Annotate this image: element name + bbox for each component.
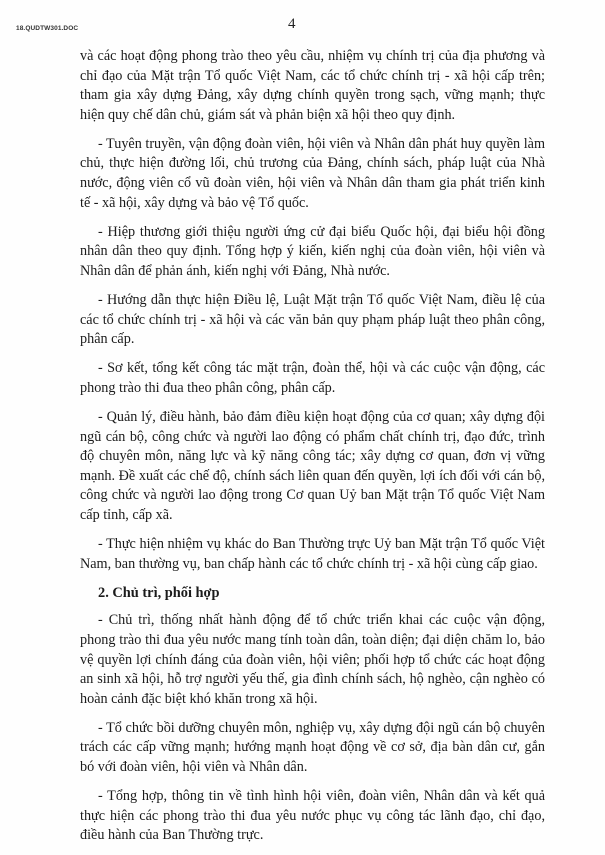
paragraph-7: - Thực hiện nhiệm vụ khác do Ban Thường trực Uỷ ban Mặt trận Tổ quốc Việt Nam, ban thường vụ, ban chấp hành các tổ chức chính trị - xã hội cùng cấp giao. <box>80 536 545 572</box>
paragraph-6: - Quản lý, điều hành, bảo đảm điều kiện hoạt động của cơ quan; xây dựng đội ngũ cán bộ, công chức và người lao động có phẩm chất chính trị, đạo đức, trình độ chuyên môn, năng lực và kỹ năng công tác; xây dựng cơ quan, đơn vị vững mạnh. Đề xuất các chế độ, chính sách liên quan đến quyền, lợi ích đối với cán bộ, công chức và người lao động trong Cơ quan Uỷ ban Mặt trận Tổ quốc Việt Nam cấp tỉnh, cấp xã. <box>80 409 545 523</box>
paragraph-2: - Tuyên truyền, vận động đoàn viên, hội viên và Nhân dân phát huy quyền làm chủ, thực hiện đường lối, chủ trương của Đảng, chính sách, pháp luật của Nhà nước, động viên cổ vũ đoàn viên, hội viên và Nhân dân tham gia phát triển kinh tế - xã hội, xây dựng và bảo vệ Tổ quốc. <box>80 135 545 211</box>
document-body <box>80 47 545 855</box>
paragraph-9: - Tổ chức bồi dưỡng chuyên môn, nghiệp vụ, xây dựng đội ngũ cán bộ chuyên trách các cấp vững mạnh; hướng mạnh hoạt động về cơ sở, địa bàn dân cư, gắn bó với đoàn viên, hội viên và Nhân dân. <box>80 719 545 775</box>
page-number: 4 <box>288 16 296 32</box>
paragraph-1: và các hoạt động phong trào theo yêu cầu, nhiệm vụ chính trị của địa phương và chỉ đạo của Mặt trận Tổ quốc Việt Nam, các tổ chức chính trị - xã hội cấp trên; tham gia xây dựng Đảng, xây dựng chính quyền trong sạch, vững mạnh; thực hiện quy chế dân chủ, giám sát và phản biện xã hội theo quy định. <box>80 48 545 123</box>
paragraph-10: - Tổng hợp, thông tin về tình hình hội viên, đoàn viên, Nhân dân và kết quả thực hiện các phong trào thi đua yêu nước phục vụ công tác lãnh đạo, chỉ đạo, điều hành của Ban Thường trực. <box>80 788 545 844</box>
section-heading: 2. Chủ trì, phối hợp <box>98 584 220 601</box>
paragraph-8: - Chủ trì, thống nhất hành động để tổ chức triển khai các cuộc vận động, phong trào thi đua yêu nước mang tính toàn dân, toàn diện; đại diện chăm lo, bảo vệ quyền lợi chính đáng của đoàn viên, hội viên; phối hợp tổ chức các hoạt động an sinh xã hội, hỗ trợ người yếu thế, gia đình chính sách, hộ nghèo, cận nghèo có hoàn cảnh đặc biệt khó khăn trong xã hội. <box>80 612 545 707</box>
paragraph-3: - Hiệp thương giới thiệu người ứng cử đại biểu Quốc hội, đại biểu hội đồng nhân dân theo quy định. Tổng hợp ý kiến, kiến nghị của đoàn viên, hội viên và Nhân dân để phản ánh, kiến nghị với Đảng, Nhà nước. <box>80 223 545 279</box>
file-label: 18.QUDTW301.DOC <box>16 25 79 32</box>
paragraph-5: - Sơ kết, tổng kết công tác mặt trận, đoàn thể, hội và các cuộc vận động, các phong trào thi đua theo phân công, phân cấp. <box>80 360 545 396</box>
paragraph-4: - Hướng dẫn thực hiện Điều lệ, Luật Mặt trận Tổ quốc Việt Nam, điều lệ của các tổ chức chính trị - xã hội và các văn bản quy phạm pháp luật theo phân công, phân cấp. <box>80 292 545 348</box>
